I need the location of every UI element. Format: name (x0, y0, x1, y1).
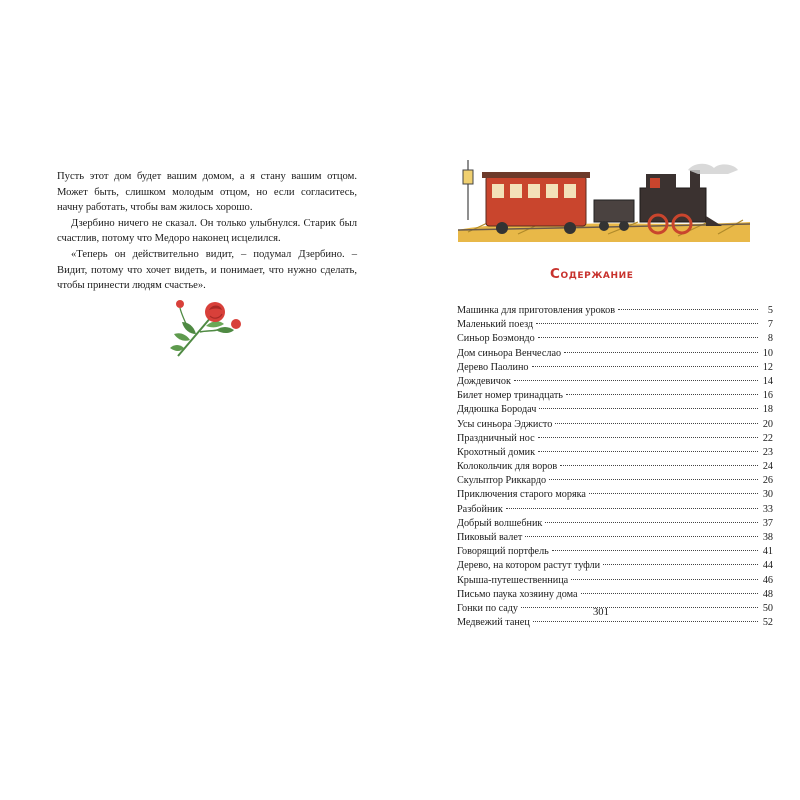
toc-entry-title: Гонки по саду (457, 602, 519, 614)
table-of-contents (457, 304, 773, 630)
toc-entry-title: Разбойник (457, 503, 503, 515)
toc-entry (457, 474, 773, 488)
toc-leader-dots (538, 437, 758, 438)
toc-leader-dots (538, 337, 758, 338)
toc-leader-dots (549, 479, 758, 480)
toc-entry-page: 20 (762, 418, 773, 430)
toc-entry-title: Говорящий портфель (457, 546, 549, 558)
toc-entry-page: 52 (762, 617, 773, 629)
toc-entry-page: 8 (767, 333, 773, 345)
toc-entry (457, 559, 773, 573)
right-page (400, 0, 800, 800)
toc-entry-title: Праздничный нос (457, 432, 535, 444)
toc-entry-title: Билет номер тринадцать (457, 390, 563, 402)
toc-entry-page: 10 (762, 347, 773, 359)
toc-entry-page: 23 (762, 446, 773, 458)
toc-entry (457, 432, 773, 446)
toc-entry-title: Дождевичок (457, 375, 511, 387)
toc-leader-dots (545, 522, 758, 523)
toc-entry-title: Синьор Боэмондо (457, 333, 535, 345)
toc-entry-title: Письмо паука хозяину дома (457, 588, 578, 600)
toc-entry-page: 50 (762, 602, 773, 614)
story-paragraph: Дзербино ничего не сказал. Он только улыбнулся. Старик был счастлив, потому что Медоро наконец исцелился. (57, 217, 357, 245)
toc-entry-title: Машинка для приготовления уроков (457, 305, 616, 316)
toc-entry-page: 18 (762, 404, 773, 416)
toc-entry-title: Пиковый валет (457, 532, 523, 543)
toc-entry (457, 446, 773, 460)
toc-leader-dots (564, 352, 758, 353)
toc-entry (457, 574, 773, 588)
toc-entry-page: 22 (762, 432, 773, 444)
toc-entry-page: 44 (762, 560, 773, 572)
toc-entry-title: Дядюшка Бородач (457, 404, 537, 416)
toc-leader-dots (521, 607, 758, 608)
toc-entry-title: Дерево Паолино (457, 361, 529, 373)
toc-entry (457, 304, 773, 318)
toc-entry-page: 12 (762, 361, 773, 373)
toc-entry (457, 616, 773, 630)
toc-entry-page: 46 (762, 574, 773, 586)
toc-entry-title: Дерево, на котором растут туфли (457, 560, 601, 572)
toc-leader-dots (589, 493, 758, 494)
toc-entry-title: Добрый волшебник (457, 517, 543, 529)
toc-entry (457, 602, 773, 616)
story-paragraph: Пусть этот дом будет вашим домом, а я стану вашим отцом. Может быть, слишком молодым отцом, но если согласитесь, начну работать, чтобы вам жилось хорошо. (57, 171, 357, 214)
toc-entry-page: 30 (762, 489, 773, 501)
toc-leader-dots (581, 593, 758, 594)
toc-entry-page: 33 (762, 503, 773, 515)
toc-leader-dots (532, 366, 758, 367)
toc-entry (457, 545, 773, 559)
toc-entry (457, 418, 773, 432)
toc-leader-dots (566, 394, 758, 395)
toc-entry (457, 389, 773, 403)
toc-entry (457, 403, 773, 417)
toc-leader-dots (618, 309, 758, 310)
toc-leader-dots (555, 423, 758, 424)
toc-leader-dots (603, 564, 758, 565)
toc-entry-title: Усы синьора Эджисто (457, 418, 553, 430)
toc-leader-dots (539, 408, 758, 409)
page-number: 301 (593, 607, 609, 618)
toc-heading: Содержание (550, 266, 634, 282)
toc-entry-title: Дом синьора Венчеслао (457, 347, 562, 359)
toc-entry-page: 16 (762, 390, 773, 402)
story-text (57, 169, 357, 294)
toc-entry (457, 531, 773, 545)
toc-entry-page: 7 (767, 319, 773, 331)
toc-entry-page: 26 (762, 475, 773, 487)
toc-entry-page: 38 (762, 532, 773, 543)
toc-leader-dots (536, 323, 758, 324)
toc-entry-title: Крыша-путешественница (457, 574, 569, 586)
toc-leader-dots (525, 536, 758, 537)
toc-entry-title: Крохотный домик (457, 446, 536, 458)
toc-entry (457, 517, 773, 531)
toc-entry-page: 14 (762, 375, 773, 387)
toc-entry (457, 361, 773, 375)
toc-entry-title: Маленький поезд (457, 319, 534, 331)
toc-leader-dots (538, 451, 758, 452)
toc-leader-dots (552, 550, 758, 551)
toc-entry-page: 41 (762, 546, 773, 558)
toc-entry (457, 503, 773, 517)
toc-entry-title: Медвежий танец (457, 617, 530, 629)
toc-leader-dots (506, 508, 758, 509)
toc-entry-page: 5 (767, 305, 773, 316)
toc-entry-title: Приключения старого моряка (457, 489, 586, 501)
toc-leader-dots (571, 579, 758, 580)
toc-entry-page: 24 (762, 461, 773, 473)
toc-entry (457, 588, 773, 602)
toc-entry (457, 347, 773, 361)
toc-entry (457, 375, 773, 389)
story-paragraph: «Теперь он действительно видит, – подумал Дзербино. – Видит, потому что хочет видеть, и понимает, что нужно сделать, чтобы принести людям счастье». (57, 248, 357, 292)
toc-leader-dots (533, 621, 758, 622)
toc-entry-page: 37 (762, 517, 773, 529)
toc-leader-dots (560, 465, 758, 466)
toc-entry-page: 48 (762, 588, 773, 600)
toc-entry (457, 460, 773, 474)
toc-entry-title: Колокольчик для воров (457, 461, 558, 473)
rose-illustration (160, 290, 252, 362)
toc-entry (457, 318, 773, 332)
toc-entry (457, 488, 773, 502)
toc-entry-title: Скульптор Риккардо (457, 475, 547, 487)
toc-leader-dots (514, 380, 758, 381)
toc-entry (457, 332, 773, 346)
train-illustration (458, 160, 750, 242)
